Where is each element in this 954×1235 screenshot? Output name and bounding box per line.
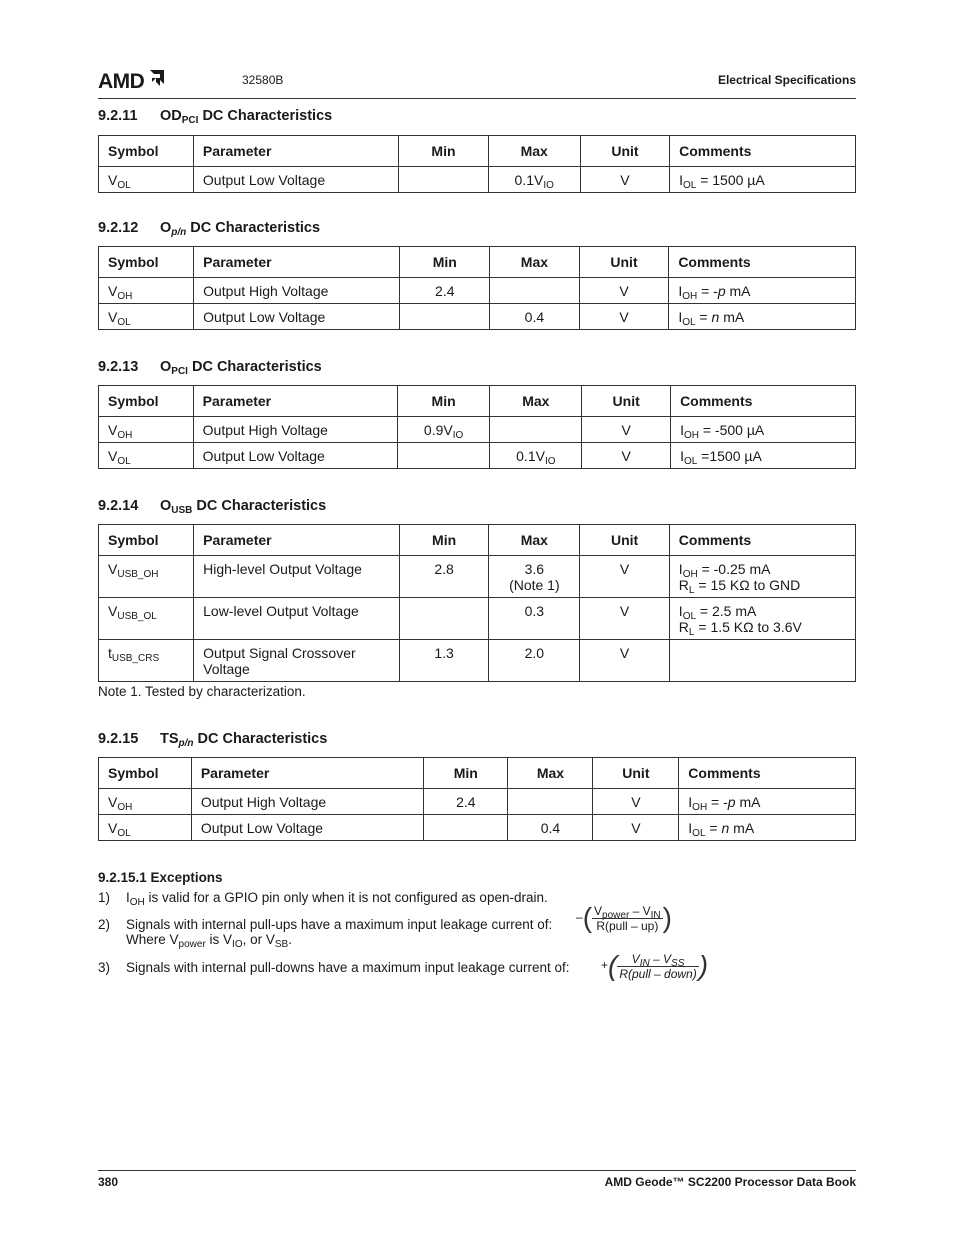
table-row xyxy=(99,278,856,304)
amd-arrow-icon xyxy=(146,70,164,89)
comment-text: I xyxy=(688,820,693,836)
symbol-text: V xyxy=(108,794,118,810)
section-title-s11 xyxy=(98,108,332,124)
table-s14 xyxy=(98,524,856,682)
max-text: 0.1V xyxy=(514,172,544,188)
num-b: V xyxy=(642,903,651,918)
section-title-s15 xyxy=(98,731,327,747)
header-row xyxy=(99,247,856,278)
comment-italic: p xyxy=(727,794,736,810)
column-header: Symbol xyxy=(99,758,192,789)
column-header: Symbol xyxy=(99,247,194,278)
item-text: I xyxy=(126,890,130,905)
column-header: Min xyxy=(399,136,488,167)
max-text: 0.4 xyxy=(540,820,561,836)
comment-text: I xyxy=(678,603,683,619)
comment-text: = - xyxy=(697,283,718,299)
unit-cell: V xyxy=(580,167,669,193)
column-header: Comments xyxy=(669,525,855,556)
max-cell xyxy=(489,640,580,682)
title-sub: PCI xyxy=(171,366,188,377)
doc-number: 32580B xyxy=(242,73,284,87)
symbol-text: V xyxy=(108,172,118,188)
item-sub: OH xyxy=(129,897,145,908)
column-header: Max xyxy=(490,386,582,417)
max-sub: IO xyxy=(544,456,556,467)
symbol-text: V xyxy=(108,283,118,299)
page-number: 380 xyxy=(98,1175,119,1189)
min-cell xyxy=(424,815,508,841)
min-cell xyxy=(400,304,490,330)
max-text: 3.6 xyxy=(524,561,545,577)
symbol-cell xyxy=(99,417,194,443)
num-op: – xyxy=(629,903,643,918)
num-b: V xyxy=(663,951,672,966)
table-row xyxy=(99,443,856,469)
column-header: Min xyxy=(424,758,508,789)
comment-text: mA xyxy=(725,283,751,299)
comment-italic: n xyxy=(721,820,730,836)
symbol-sub: USB_OH xyxy=(117,569,159,580)
where-text: is V xyxy=(205,932,233,947)
unit-cell: V xyxy=(593,789,679,815)
title-text: DC Characteristics xyxy=(193,731,328,747)
paren-left: ( xyxy=(608,950,618,981)
symbol-cell xyxy=(99,304,194,330)
comment-text: = - xyxy=(707,794,728,810)
table-row xyxy=(99,815,856,841)
symbol-cell xyxy=(99,789,192,815)
comment-text: = 1500 µA xyxy=(696,172,765,188)
comments-cell xyxy=(669,640,855,682)
book-title: AMD Geode™ SC2200 Processor Data Book xyxy=(604,1175,856,1189)
comment-sub: OH xyxy=(683,430,699,441)
comment-text: I xyxy=(680,422,684,438)
max-cell xyxy=(488,167,580,193)
max-text: 0.4 xyxy=(524,309,545,325)
comments-cell xyxy=(679,815,856,841)
title-sub: PCI xyxy=(181,115,199,126)
column-header: Unit xyxy=(582,386,671,417)
table-row xyxy=(99,789,856,815)
comment-sub: OH xyxy=(682,569,698,580)
amd-logo xyxy=(98,70,164,94)
section-number: 9.2.12 xyxy=(98,220,139,236)
comment-sub: OL xyxy=(682,611,697,622)
symbol-sub: USB_CRS xyxy=(111,653,160,664)
min-text: 2.4 xyxy=(456,794,476,810)
symbol-text: t xyxy=(108,645,112,661)
paren-right: ) xyxy=(662,902,672,933)
item-text: Signals with internal pull-downs have a maximum input leakage current of: xyxy=(126,960,570,975)
table-s12 xyxy=(98,246,856,330)
comment-text: R xyxy=(678,577,689,593)
section-number: 9.2.11 xyxy=(98,108,138,124)
section-title-s12 xyxy=(98,220,320,236)
exceptions-title: 9.2.15.1 Exceptions xyxy=(98,870,223,885)
max-cell xyxy=(490,443,582,469)
column-header: Comments xyxy=(669,247,856,278)
comment-sub: OH xyxy=(682,291,698,302)
item-text: is valid for a GPIO pin only when it is not configured as open-drain. xyxy=(144,890,548,905)
parameter-cell: Output High Voltage xyxy=(193,417,397,443)
item-number: 3) xyxy=(98,960,111,975)
symbol-text: V xyxy=(108,603,118,619)
unit-cell: V xyxy=(580,556,669,598)
comments-cell xyxy=(669,556,855,598)
parameter-cell: Output Low Voltage xyxy=(191,815,423,841)
table-note: Note 1. Tested by characterization. xyxy=(98,684,306,699)
max-cell xyxy=(489,556,580,598)
where-sub: power xyxy=(178,939,206,950)
num-b-sub: IN xyxy=(650,909,661,921)
section-number: 9.2.13 xyxy=(98,359,139,375)
where-text: , or V xyxy=(242,932,275,947)
symbol-sub: OH xyxy=(117,291,133,302)
title-text: DC Characteristics xyxy=(192,498,327,514)
symbol-sub: OH xyxy=(117,802,133,813)
comments-cell xyxy=(670,167,856,193)
symbol-sub: OL xyxy=(117,180,131,191)
column-header: Parameter xyxy=(193,386,397,417)
title-text: O xyxy=(160,359,172,375)
min-sub: IO xyxy=(452,430,464,441)
max-cell xyxy=(490,304,580,330)
where-text: Where V xyxy=(126,932,179,947)
paren-right: ) xyxy=(698,950,709,981)
min-cell xyxy=(399,640,488,682)
title-text: DC Characteristics xyxy=(187,359,322,375)
item-text: Signals with internal pull-ups have a maximum input leakage current of: xyxy=(126,917,553,932)
table-s13 xyxy=(98,385,856,469)
denominator: R(pull – up) xyxy=(596,918,659,933)
comment-text: I xyxy=(680,448,684,464)
num-op: – xyxy=(649,951,664,966)
column-header: Parameter xyxy=(194,525,400,556)
comment-text: I xyxy=(678,561,683,577)
parameter-cell: Output Low Voltage xyxy=(194,304,400,330)
comment-text: mA xyxy=(735,794,761,810)
min-text: 0.9V xyxy=(423,422,453,438)
comments-cell xyxy=(669,278,856,304)
comment-text: R xyxy=(678,619,689,635)
column-header: Min xyxy=(400,247,490,278)
symbol-text: V xyxy=(108,448,118,464)
column-header: Parameter xyxy=(193,136,398,167)
comment-text: = xyxy=(695,309,712,325)
column-header: Max xyxy=(488,136,580,167)
table-s11 xyxy=(98,135,856,193)
symbol-text: V xyxy=(108,820,118,836)
min-text: 2.8 xyxy=(434,561,454,577)
comments-cell xyxy=(669,598,855,640)
comment-text: = -500 µA xyxy=(698,422,765,438)
unit-cell: V xyxy=(582,417,671,443)
comments-cell xyxy=(671,417,856,443)
header-row xyxy=(99,758,856,789)
numerator xyxy=(592,904,663,919)
min-cell xyxy=(397,443,490,469)
symbol-cell xyxy=(99,640,194,682)
section-number: 9.2.15 xyxy=(98,731,139,747)
max-cell xyxy=(490,417,582,443)
column-header: Min xyxy=(399,525,488,556)
title-text: O xyxy=(160,498,172,514)
num-a: V xyxy=(631,951,640,966)
table-row xyxy=(99,598,856,640)
logo-text: AMD xyxy=(98,70,145,93)
min-cell xyxy=(399,167,488,193)
header-section: Electrical Specifications xyxy=(717,73,856,87)
formula-sign: + xyxy=(601,958,609,973)
column-header: Unit xyxy=(579,247,669,278)
comments-cell xyxy=(669,304,856,330)
column-header: Comments xyxy=(671,386,856,417)
parameter-cell: Output Signal Crossover Voltage xyxy=(194,640,400,682)
title-text: OD xyxy=(160,108,182,124)
formula-sign: – xyxy=(576,910,583,925)
section-title-s13 xyxy=(98,359,322,375)
max-note: (Note 1) xyxy=(509,577,560,593)
unit-cell: V xyxy=(582,443,671,469)
comment-italic: p xyxy=(717,283,726,299)
symbol-sub: OH xyxy=(117,430,133,441)
max-text: 0.3 xyxy=(524,603,545,619)
min-text: 1.3 xyxy=(434,645,454,661)
where-sub: IO xyxy=(232,939,243,950)
title-sub: USB xyxy=(171,505,193,516)
max-cell xyxy=(508,815,593,841)
where-sub: SB xyxy=(274,939,289,950)
symbol-sub: USB_OL xyxy=(117,611,157,622)
min-cell xyxy=(399,556,488,598)
header-row xyxy=(99,525,856,556)
paren-left: ( xyxy=(582,902,593,933)
comment-text: = 2.5 mA xyxy=(696,603,757,619)
parameter-cell: Output High Voltage xyxy=(194,278,400,304)
column-header: Symbol xyxy=(99,525,194,556)
comment-sub: OL xyxy=(692,828,706,839)
footer-rule xyxy=(98,1170,856,1171)
table-row xyxy=(99,167,856,193)
comment-text: I xyxy=(678,283,683,299)
min-text: 2.4 xyxy=(435,283,455,299)
comments-cell xyxy=(671,443,856,469)
item-number: 2) xyxy=(98,917,111,932)
symbol-cell xyxy=(99,167,194,193)
max-cell xyxy=(490,278,580,304)
comment-text: I xyxy=(688,794,693,810)
column-header: Symbol xyxy=(99,386,194,417)
denominator: R(pull – down) xyxy=(619,966,697,981)
formula-pulldown xyxy=(601,950,708,982)
comment-sub: L xyxy=(688,585,695,596)
section-number: 9.2.14 xyxy=(98,498,139,514)
table-row xyxy=(99,640,856,682)
column-header: Unit xyxy=(593,758,679,789)
column-header: Symbol xyxy=(99,136,194,167)
column-header: Max xyxy=(489,525,580,556)
unit-cell: V xyxy=(580,640,669,682)
num-b-sub: SS xyxy=(671,957,685,969)
title-text: DC Characteristics xyxy=(186,220,321,236)
unit-cell: V xyxy=(593,815,679,841)
comment-sub: OL xyxy=(682,180,697,191)
symbol-sub: OL xyxy=(117,828,131,839)
numerator xyxy=(617,952,698,967)
symbol-cell xyxy=(99,598,194,640)
unit-cell: V xyxy=(579,304,669,330)
max-text: 2.0 xyxy=(524,645,545,661)
num-a-sub: IN xyxy=(639,957,650,969)
title-text: DC Characteristics xyxy=(198,108,333,124)
parameter-cell: Output Low Voltage xyxy=(193,443,397,469)
symbol-cell xyxy=(99,443,194,469)
max-cell xyxy=(489,598,580,640)
section-title-s14 xyxy=(98,498,326,514)
comment-text: mA xyxy=(719,309,745,325)
num-a-sub: power xyxy=(602,909,630,921)
fraction xyxy=(617,952,698,981)
header-row xyxy=(99,386,856,417)
parameter-cell: Low-level Output Voltage xyxy=(194,598,400,640)
comment-text: = 1.5 KΩ to 3.6V xyxy=(694,619,802,635)
symbol-sub: OL xyxy=(117,317,131,328)
comment-text: I xyxy=(679,172,683,188)
column-header: Parameter xyxy=(194,247,400,278)
header-rule xyxy=(98,98,856,99)
column-header: Max xyxy=(508,758,593,789)
item-number: 1) xyxy=(98,890,111,905)
max-cell xyxy=(508,789,593,815)
unit-cell: V xyxy=(579,278,669,304)
unit-cell: V xyxy=(580,598,669,640)
comment-text: = 15 KΩ to GND xyxy=(694,577,801,593)
symbol-text: V xyxy=(108,561,118,577)
comment-text: mA xyxy=(729,820,755,836)
parameter-cell: Output High Voltage xyxy=(191,789,423,815)
header-row xyxy=(99,136,856,167)
page-header xyxy=(98,68,856,94)
table-s15 xyxy=(98,757,856,841)
comment-text: I xyxy=(678,309,683,325)
title-text: O xyxy=(160,220,172,236)
max-sub: IO xyxy=(543,180,554,191)
comments-cell xyxy=(679,789,856,815)
formula-pullup xyxy=(576,902,672,934)
min-cell xyxy=(400,278,490,304)
symbol-text: V xyxy=(108,309,118,325)
table-row xyxy=(99,556,856,598)
comment-text: =1500 µA xyxy=(697,448,762,464)
min-cell xyxy=(399,598,488,640)
title-text: TS xyxy=(160,731,179,747)
comment-sub: L xyxy=(688,627,695,638)
column-header: Min xyxy=(397,386,490,417)
symbol-cell xyxy=(99,815,192,841)
column-header: Comments xyxy=(679,758,856,789)
where-text: . xyxy=(288,932,292,947)
parameter-cell: High-level Output Voltage xyxy=(194,556,400,598)
symbol-cell xyxy=(99,278,194,304)
comment-text: = xyxy=(705,820,722,836)
comment-sub: OH xyxy=(692,802,708,813)
column-header: Unit xyxy=(580,525,669,556)
symbol-text: V xyxy=(108,422,118,438)
parameter-cell: Output Low Voltage xyxy=(193,167,398,193)
comment-text: = -0.25 mA xyxy=(697,561,771,577)
symbol-sub: OL xyxy=(117,456,131,467)
title-sub: p/n xyxy=(171,227,187,238)
comment-sub: OL xyxy=(683,456,698,467)
min-cell xyxy=(424,789,508,815)
column-header: Comments xyxy=(670,136,856,167)
table-row xyxy=(99,417,856,443)
fraction xyxy=(592,904,663,933)
title-sub: p/n xyxy=(178,738,194,749)
table-row xyxy=(99,304,856,330)
num-a: V xyxy=(594,903,603,918)
column-header: Max xyxy=(490,247,580,278)
comment-sub: OL xyxy=(682,317,696,328)
comment-italic: n xyxy=(711,309,720,325)
column-header: Parameter xyxy=(191,758,423,789)
symbol-cell xyxy=(99,556,194,598)
max-text: 0.1V xyxy=(516,448,545,464)
min-cell xyxy=(397,417,490,443)
column-header: Unit xyxy=(580,136,669,167)
